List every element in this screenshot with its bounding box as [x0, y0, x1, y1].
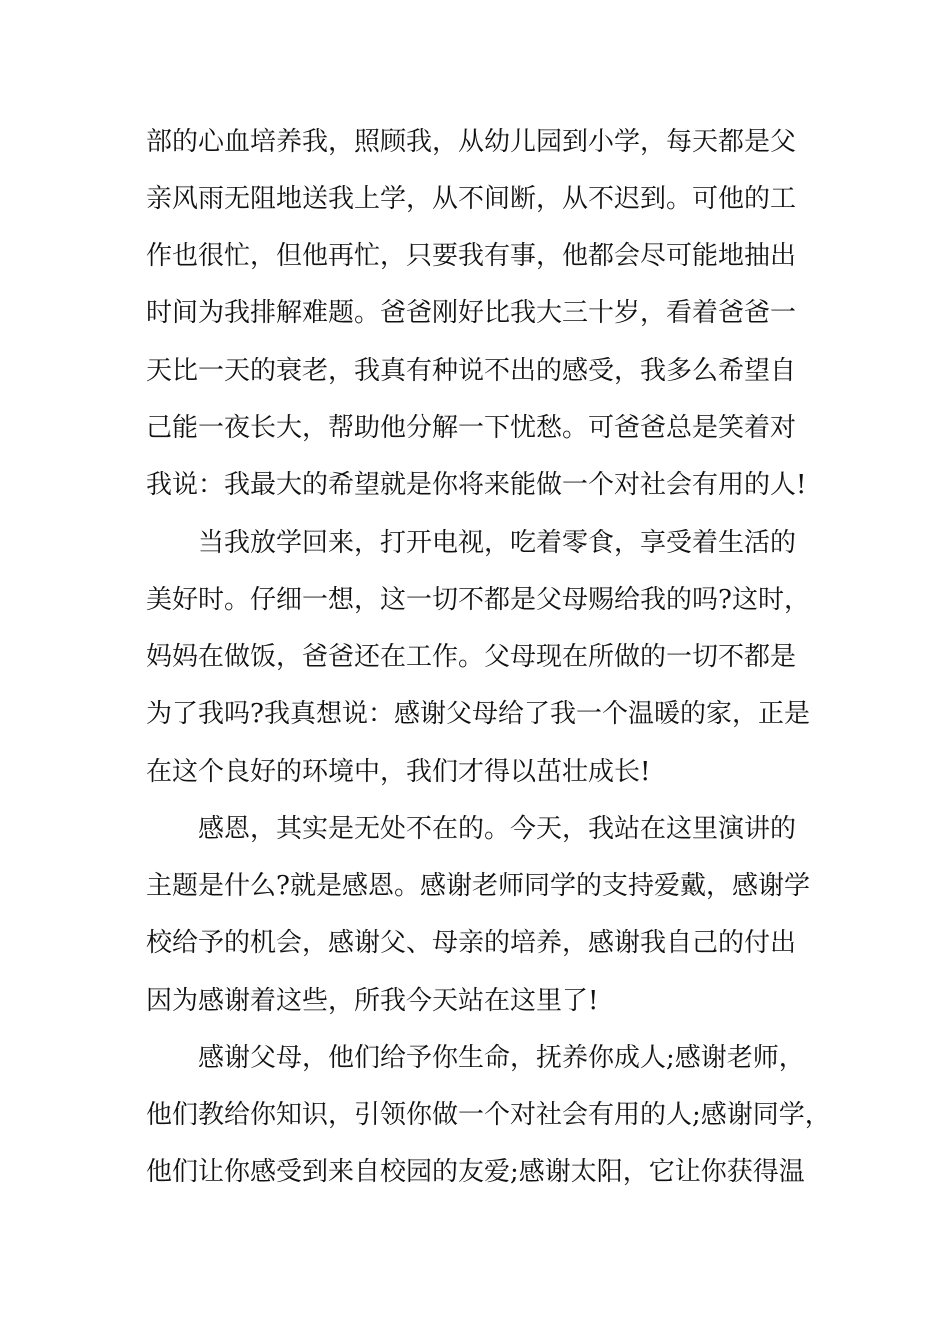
paragraph-first-line: 当我放学回来，打开电视，吃着零食，享受着生活的 — [198, 528, 797, 558]
paragraph-first-line: 感谢父母，他们给予你生命，抚养你成人;感谢老师， — [198, 1043, 805, 1073]
text-line: 作也很忙，但他再忙，只要我有事，他都会尽可能地抽出 — [146, 241, 797, 271]
text-line: 我说：我最大的希望就是你将来能做一个对社会有用的人! — [146, 470, 807, 500]
text-line: 主题是什么?就是感恩。感谢老师同学的支持爱戴，感谢学 — [146, 871, 810, 901]
text-line: 他们教给你知识，引领你做一个对社会有用的人;感谢同学， — [146, 1100, 831, 1130]
text-line: 校给予的机会，感谢父、母亲的培养，感谢我自己的付出 — [146, 928, 797, 958]
text-line: 为了我吗?我真想说：感谢父母给了我一个温暖的家，正是 — [146, 699, 810, 729]
text-line: 他们让你感受到来自校园的友爱;感谢太阳，它让你获得温 — [146, 1157, 805, 1187]
text-line: 天比一天的衰老，我真有种说不出的感受，我多么希望自 — [146, 356, 797, 386]
text-line: 部的心血培养我，照顾我，从幼儿园到小学，每天都是父 — [146, 127, 797, 157]
text-line: 妈妈在做饭，爸爸还在工作。父母现在所做的一切不都是 — [146, 642, 797, 672]
text-line: 己能一夜长大，帮助他分解一下忧愁。可爸爸总是笑着对 — [146, 413, 797, 443]
text-line: 美好时。仔细一想，这一切不都是父母赐给我的吗?这时， — [146, 585, 810, 615]
paragraph-first-line: 感恩，其实是无处不在的。今天，我站在这里演讲的 — [198, 814, 797, 844]
text-line: 时间为我排解难题。爸爸刚好比我大三十岁，看着爸爸一 — [146, 298, 797, 328]
text-line: 亲风雨无阻地送我上学，从不间断，从不迟到。可他的工 — [146, 184, 797, 214]
text-line: 在这个良好的环境中，我们才得以茁壮成长! — [146, 757, 651, 787]
text-line: 因为感谢着这些，所我今天站在这里了! — [146, 986, 599, 1016]
